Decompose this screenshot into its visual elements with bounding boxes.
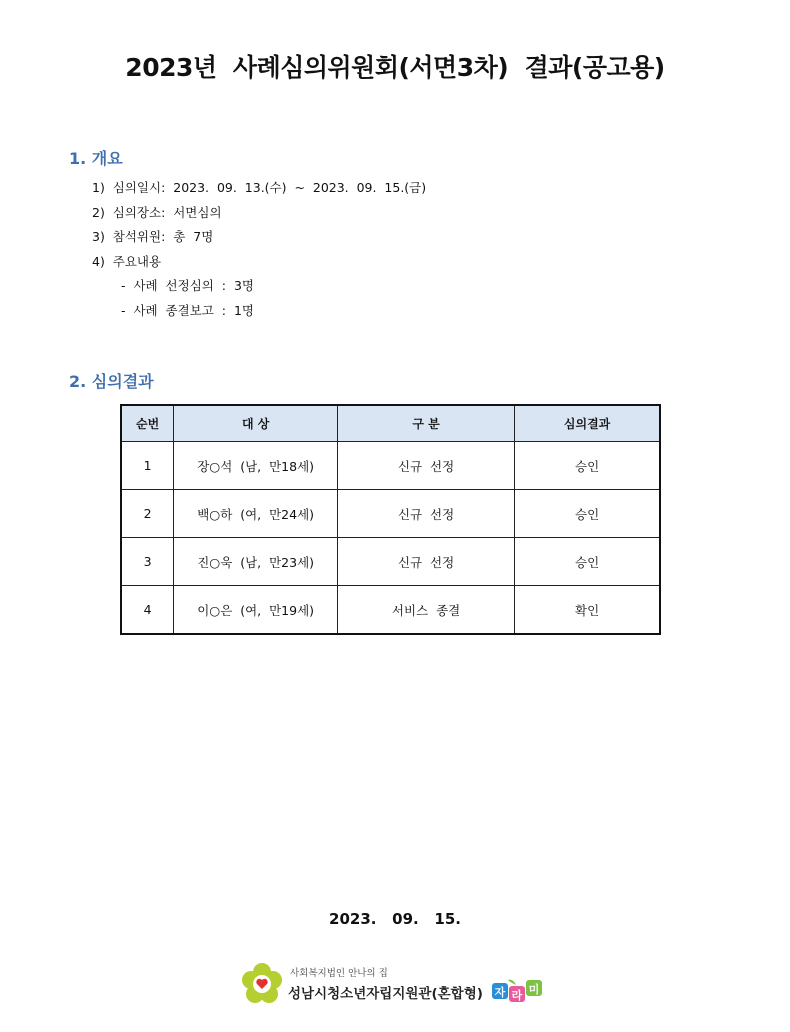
cell-category: 신규 선정: [337, 490, 514, 538]
cell-subject: 장○석 (남, 만18세): [174, 442, 338, 490]
cell-category: 신규 선정: [337, 538, 514, 586]
cell-number: 4: [121, 586, 174, 635]
overview-item-members: 3) 참석위원: 총 7명: [92, 229, 214, 244]
section-heading-overview: 1. 개요: [69, 149, 123, 168]
table-row: [121, 490, 660, 538]
flower-heart-icon: [240, 962, 284, 1006]
org-name: 성남시청소년자립지원관(혼합형): [288, 986, 483, 1002]
brand-char-1: 자: [494, 986, 506, 999]
brand-char-2: 라: [511, 989, 523, 1002]
overview-subitem-closure: - 사례 종결보고 : 1명: [121, 302, 254, 318]
cell-number: 3: [121, 538, 174, 586]
table-row: [121, 442, 660, 490]
jarami-brand-icon: [492, 974, 544, 1004]
table-header-row: [121, 405, 660, 442]
overview-subitem-selection: - 사례 선정심의 : 3명: [121, 278, 254, 293]
table-row: [121, 586, 660, 635]
overview-item-place: 2) 심의장소: 서면심의: [92, 204, 222, 220]
organization-logo: [240, 962, 550, 1008]
cell-result: 승인: [515, 442, 660, 490]
cell-category: 서비스 종결: [337, 586, 514, 635]
cell-number: 2: [121, 490, 174, 538]
column-header-result: 심의결과: [515, 405, 660, 442]
table-row: [121, 538, 660, 586]
cell-subject: 이○은 (여, 만19세): [174, 586, 338, 635]
document-date: 2023. 09. 15.: [329, 910, 461, 928]
column-header-number: 순번: [121, 405, 174, 442]
cell-subject: 진○욱 (남, 만23세): [174, 538, 338, 586]
overview-item-date: 1) 심의일시: 2023. 09. 13.(수) ~ 2023. 09. 15.(금): [92, 180, 427, 195]
cell-result: 승인: [515, 490, 660, 538]
brand-char-3: 미: [528, 983, 540, 996]
document-title: 2023년 사례심의위원회(서면3차) 결과(공고용): [125, 53, 665, 82]
cell-result: 확인: [515, 586, 660, 635]
column-header-category: 구 분: [337, 405, 514, 442]
results-table: [120, 404, 661, 635]
overview-list: [92, 176, 426, 323]
cell-result: 승인: [515, 538, 660, 586]
cell-subject: 백○하 (여, 만24세): [174, 490, 338, 538]
column-header-subject: 대 상: [174, 405, 338, 442]
section-heading-results: 2. 심의결과: [69, 372, 154, 391]
cell-number: 1: [121, 442, 174, 490]
org-parent-name: 사회복지법인 안나의 집: [290, 968, 388, 979]
overview-item-contents: 4) 주요내용: [92, 253, 162, 269]
cell-category: 신규 선정: [337, 442, 514, 490]
